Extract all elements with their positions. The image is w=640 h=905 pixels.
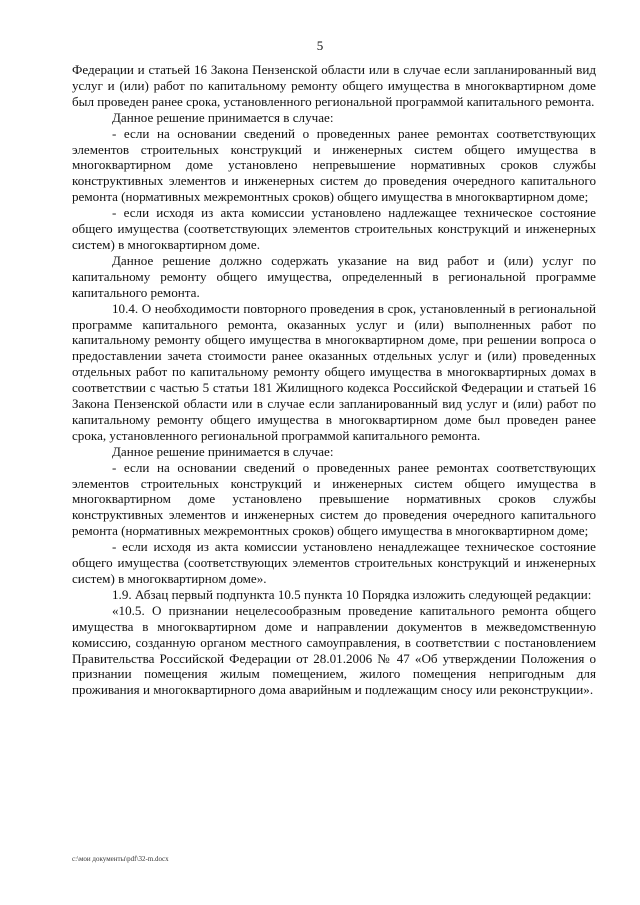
document-body [72,62,596,698]
list-item: - если исходя из акта комиссии установлено ненадлежащее техническое состояние общего имущества (соответствующих элементов строительных конструкций и инженерных систем) в многоквартирном доме». [72,539,596,586]
clause-10-4: 10.4. О необходимости повторного проведения в срок, установленный в региональной программе капитального ремонта, оказанных услуг и (или) выполненных работ по капитальному ремонту общего имущества в многоквартирном доме, при решении вопроса о предоставлении зачета стоимости ранее оказанных отдельных услуг и (или) проведенных отдельных работ по капитальному ремонту общего имущества в многоквартирных домах в соответствии с частью 5 статьи 181 Жилищного кодекса Российской Федерации и статьей 16 Закона Пензенской области или в случае если запланированный вид услуг и (или) работ по капитальному ремонту общего имущества в многоквартирном доме был проведен ранее срока, установленного региональной программой капитального ремонта. [72,300,596,443]
list-item: - если на основании сведений о проведенных ранее ремонтах соответствующих элементов строительных конструкций и инженерных систем общего имущества в многоквартирном доме установлено непревышение нормативных сроков службы конструктивных элементов и инженерных систем до проведения очередного капитального ремонта (нормативных межремонтных сроков) общего имущества в многоквартирном доме; [72,125,596,205]
page-number: 5 [316,38,324,53]
paragraph: Федерации и статьей 16 Закона Пензенской области или в случае если запланированный вид услуг и (или) работ по капитальному ремонту общего имущества в многоквартирном доме был проведен ранее срока, установленного региональной программой капитального ремонта. [72,62,596,109]
clause-1-9: 1.9. Абзац первый подпункта 10.5 пункта 10 Порядка изложить следующей редакции: [112,586,592,602]
paragraph: Данное решение принимается в случае: [112,109,334,125]
paragraph: Данное решение должно содержать указание на вид работ и (или) услуг по капитальному ремонту общего имущества, определенный в региональной программе капитального ремонта. [72,252,596,300]
paragraph: Данное решение принимается в случае: [112,443,334,459]
footer-file-path: c:\мои документы\pdf\32-m.docx [72,855,169,863]
clause-10-5: «10.5. О признании нецелесообразным проведение капитального ремонта общего имущества в многоквартирном доме и направлении документов в межведомственную комиссию, созданную органом местного самоуправления, в соответствии с постановлением Правительства Российской Федерации от 28.01.2006 № 47 «Об утверждении Положения о признании помещения жилым помещением, жилого помещения непригодным для проживания и многоквартирного дома аварийным и подлежащим сносу или реконструкции». [72,602,596,698]
list-item: - если на основании сведений о проведенных ранее ремонтах соответствующих элементов строительных конструкций и инженерных систем общего имущества в многоквартирном доме установлено превышение нормативных сроков службы конструктивных элементов и инженерных систем до проведения очередного капитального ремонта (нормативных межремонтных сроков) общего имущества в многоквартирном доме; [72,459,596,539]
list-item: - если исходя из акта комиссии установлено надлежащее техническое состояние общего имущества (соответствующих элементов строительных конструкций и инженерных систем) в многоквартирном доме. [72,205,596,252]
